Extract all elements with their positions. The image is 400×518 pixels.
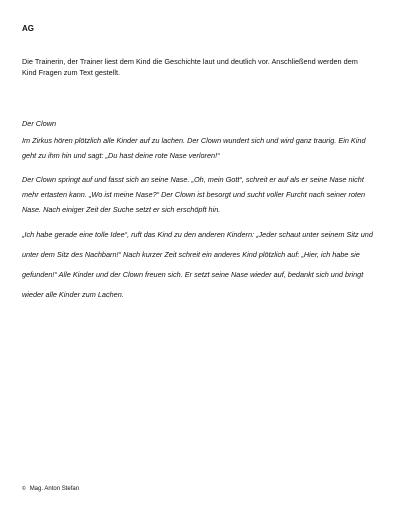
instructions-text: Die Trainerin, der Trainer liest dem Kind die Geschichte laut und deutlich vor. Anschließend werden dem Kind Fragen zum Text gestellt. [22, 57, 358, 77]
story-section [22, 118, 378, 314]
author-name: Mag. Anton Stefan [29, 486, 80, 492]
page-heading: AG [22, 24, 34, 33]
story-paragraph-2: Der Clown springt auf und fasst sich an seine Nase. „Oh, mein Gott“, schreit er auf als er seine Nase nicht mehr ertasten kann. „Wo ist meine Nase?“ Der Clown ist besorgt und sucht voller Furcht nach seiner roten Nase. Nach einiger Zeit der Suche setzt er sich erschöpft hin. [22, 175, 366, 214]
story-paragraph-1: Im Zirkus hören plötzlich alle Kinder auf zu lachen. Der Clown wundert sich und wird ganz traurig. Ein Kind geht zu ihm hin und sagt: „Du hast deine rote Nase verloren!“ [22, 136, 366, 160]
story-title: Der Clown [22, 119, 57, 128]
story-paragraph-3: „Ich habe gerade eine tolle Idee“, ruft das Kind zu den anderen Kindern: „Jeder schaut unter seinem Sitz und unter dem Sitz des Nachbarn!“ Nach kurzer Zeit schreit ein anderes Kind plötzlich auf: „Hier, ich habe sie gefunden!“ Alle Kinder und der Clown freuen sich. Er setzt seine Nase wieder auf, bedankt sich und bringt wieder alle Kinder zum Lachen. [22, 230, 373, 299]
footer [22, 486, 79, 492]
copyright-symbol: © [22, 486, 26, 492]
